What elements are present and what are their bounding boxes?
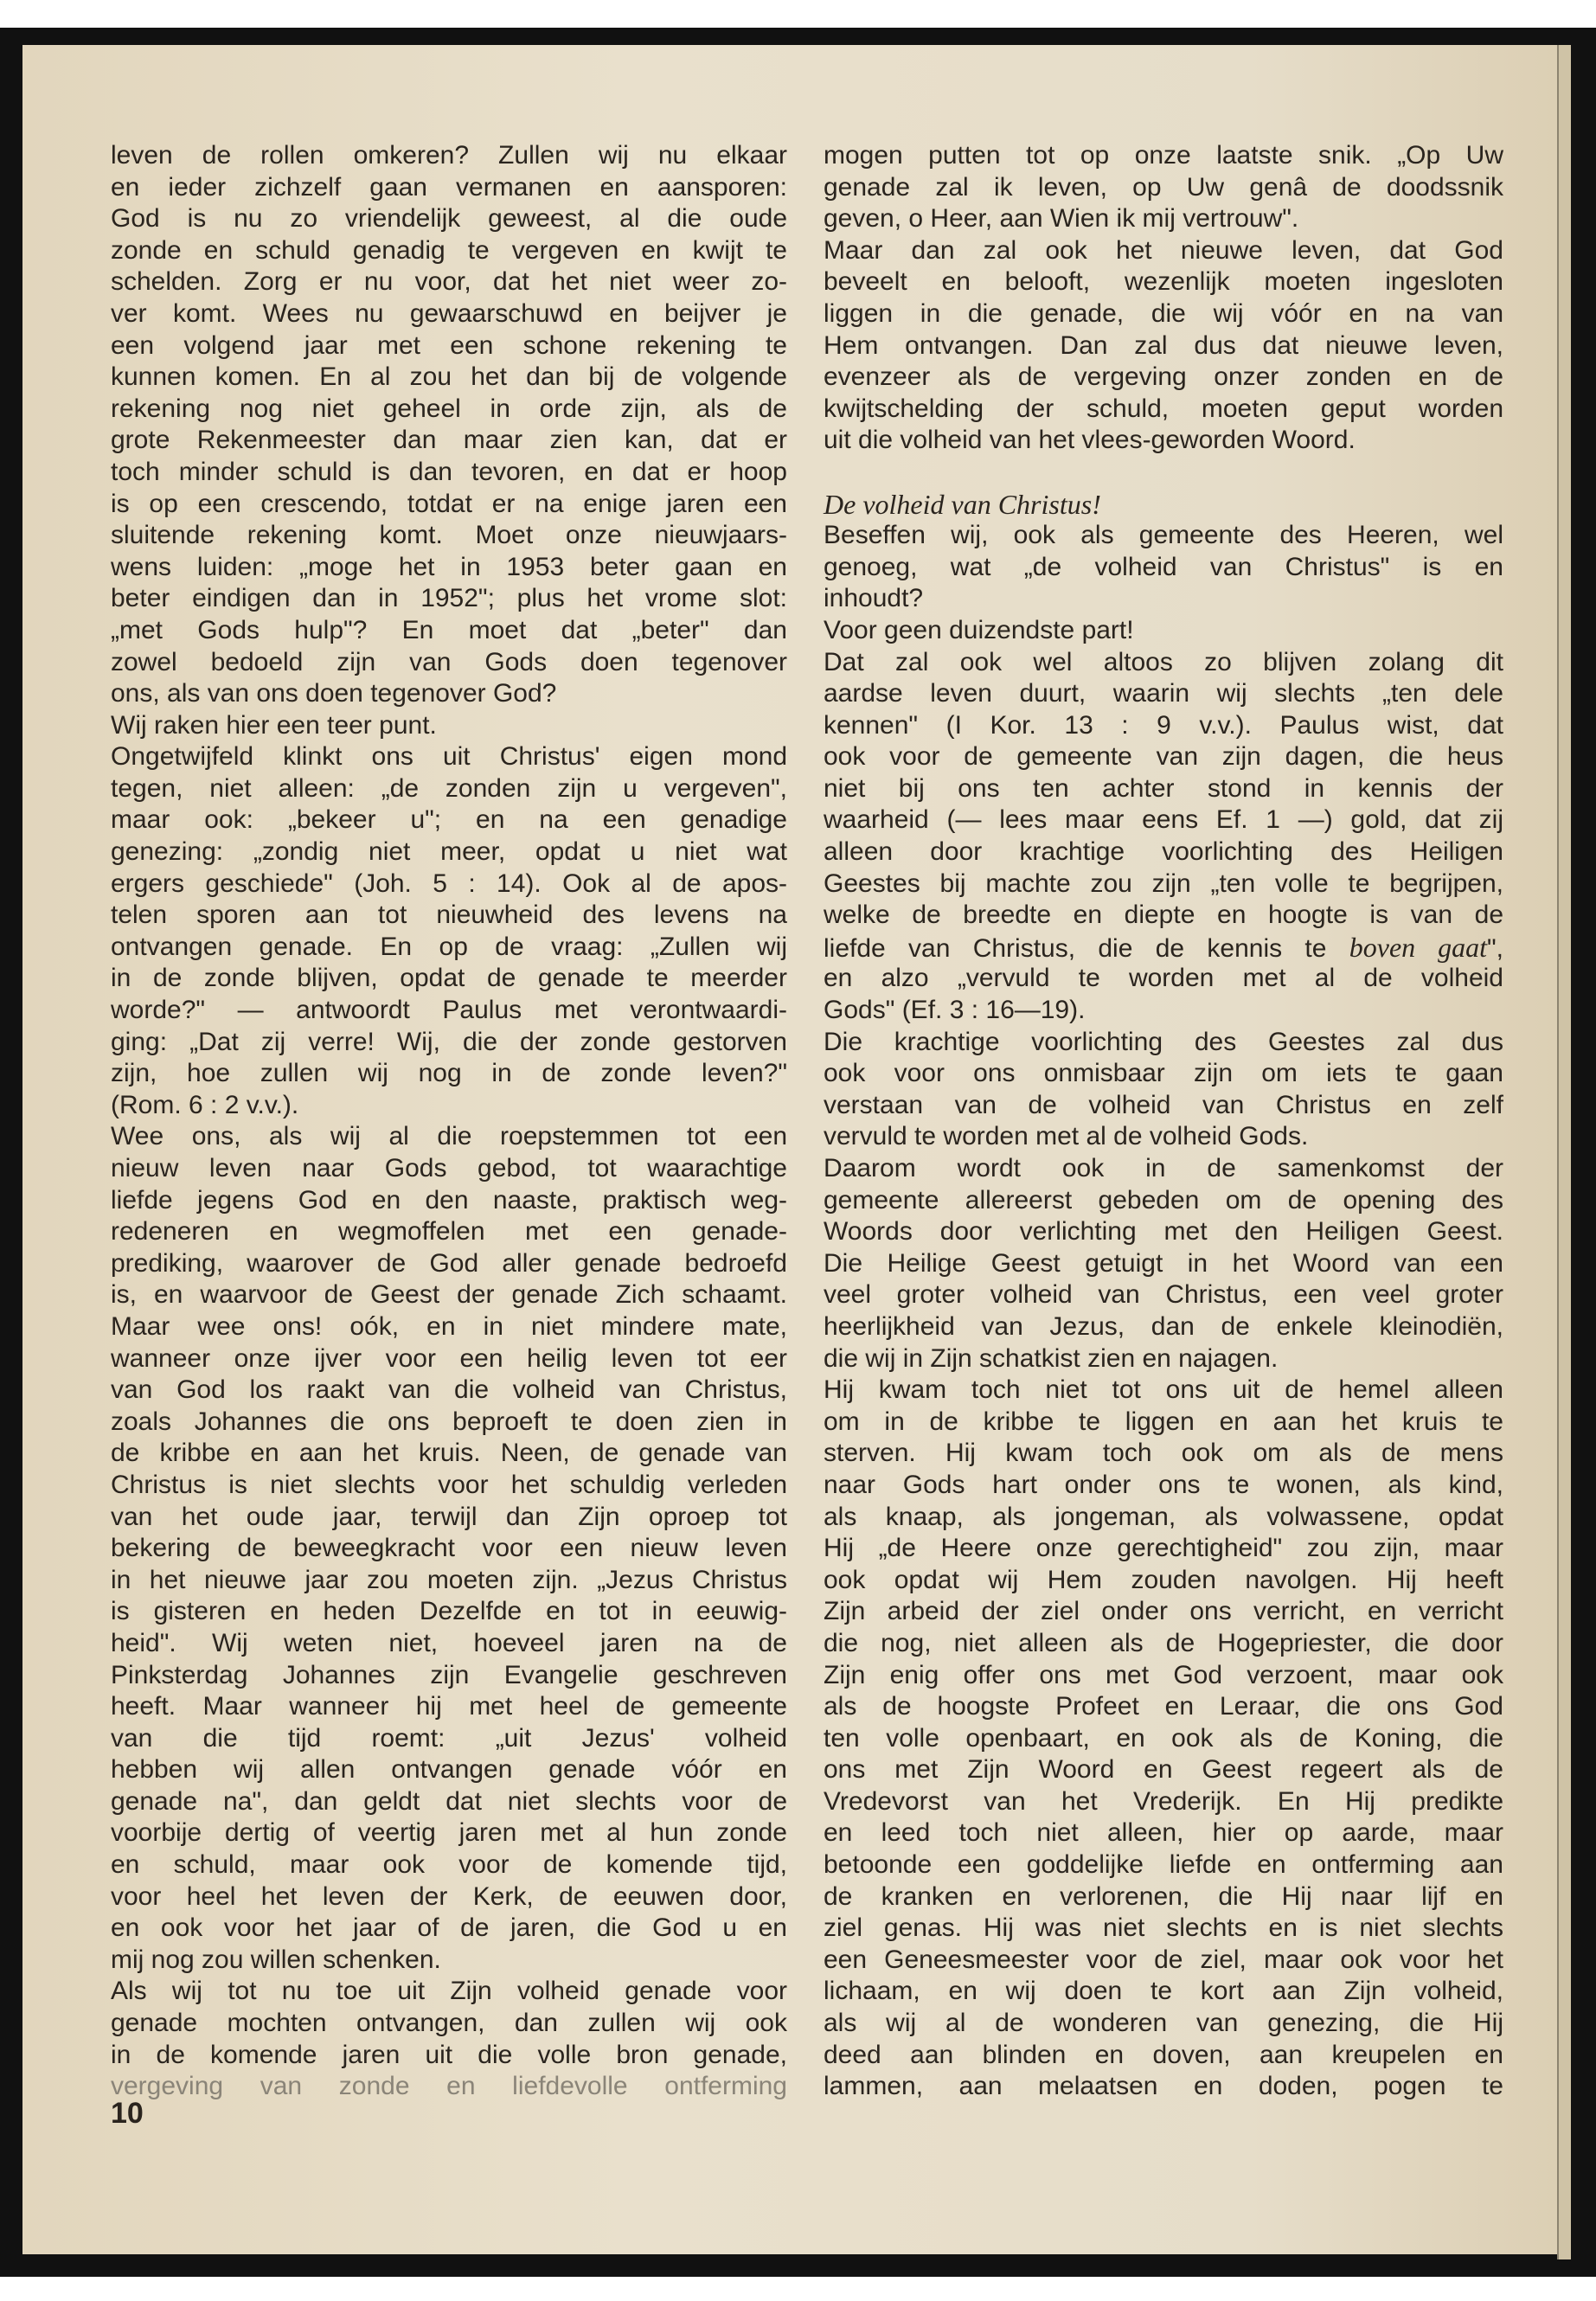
text-line: gemeente allereerst gebeden om de opening des — [824, 1185, 1503, 1215]
text-line: kunnen komen. En al zou het dan bij de volgende — [111, 362, 787, 392]
text-line: Gods" (Ef. 3 : 16—19). — [824, 996, 1086, 1025]
text-line: grote Rekenmeester dan maar zien kan, dat er — [111, 426, 787, 455]
text-line: en ook voor het jaar of de jaren, die God u en — [111, 1913, 787, 1943]
text-line: Hij kwam toch niet tot ons uit de hemel alleen — [824, 1375, 1503, 1405]
text-line: prediking, waarover de God aller genade bedroefd — [111, 1248, 787, 1278]
text-line: Die Heilige Geest getuigt in het Woord van een — [824, 1248, 1503, 1278]
text-line: heeft. Maar wanneer hij met heel de gemeente — [111, 1692, 787, 1721]
text-line: Wee ons, als wij al die roepstemmen tot een — [111, 1122, 787, 1151]
text-line: een Geneesmeester voor de ziel, maar ook voor het — [824, 1945, 1503, 1974]
text-line: en ieder zichzelf gaan vermanen en aansporen: — [111, 172, 787, 202]
text-line: die nog, niet alleen als de Hogepriester, die door — [824, 1628, 1503, 1657]
text-line: Zijn enig offer ons met God verzoent, maar ook — [824, 1660, 1503, 1689]
text-line: kennen" (I Kor. 13 : 9 v.v.). Paulus wist, dat — [824, 710, 1503, 740]
text-line: zoals Johannes die ons beproeft te doen zien in — [111, 1407, 787, 1436]
text-line: in de zonde blijven, opdat de genade te meerder — [111, 964, 787, 993]
text-line: van het oude jaar, terwijl dan Zijn oproep tot — [111, 1502, 787, 1531]
text-line: genade na", dan geldt dat niet slechts voor de — [111, 1786, 787, 1816]
text-line: ging: „Dat zij verre! Wij, die der zonde gestorven — [111, 1027, 787, 1056]
text-line: Hij „de Heere onze gerechtigheid" zou zijn, maar — [824, 1534, 1503, 1563]
text-line: ook voor ons onmisbaar zijn om iets te gaan — [824, 1059, 1503, 1088]
text-line: schelden. Zorg er nu voor, dat het niet weer zo- — [111, 267, 787, 297]
text-line: nieuw leven naar Gods gebod, tot waarachtige — [111, 1154, 787, 1183]
text-line: verstaan van de volheid van Christus en zelf — [824, 1090, 1503, 1119]
text-line: leven de rollen omkeren? Zullen wij nu elkaar — [111, 141, 787, 170]
text-line: genade mochten ontvangen, dan zullen wij ook — [111, 2009, 787, 2038]
text-line: en alzo „vervuld te worden met al de volheid — [824, 964, 1503, 993]
text-line: waarheid (— lees maar eens Ef. 1 —) gold, dat zij — [824, 805, 1503, 835]
text-line: ons met Zijn Woord en Geest regeert als de — [824, 1755, 1503, 1785]
text-line: veel groter volheid van Christus, een veel groter — [824, 1280, 1503, 1310]
text-line: mij nog zou willen schenken. — [111, 1945, 441, 1974]
text-line — [824, 932, 1503, 964]
text-line: (Rom. 6 : 2 v.v.). — [111, 1090, 299, 1119]
text-line: ziel genas. Hij was niet slechts en is niet slechts — [824, 1913, 1503, 1943]
text-line: Beseffen wij, ook als gemeente des Heeren, wel — [824, 521, 1503, 550]
text-line: zijn, hoe zullen wij nog in de zonde leven?" — [111, 1059, 787, 1088]
text-segment: liefde van Christus, die de kennis te — [824, 933, 1349, 963]
text-line: ook voor de gemeente van zijn dagen, die heus — [824, 742, 1503, 772]
page-number: 10 — [111, 2097, 144, 2130]
text-line: ontvangen genade. En op de vraag: „Zullen wij — [111, 932, 787, 961]
text-line: God is nu zo vriendelijk geweest, al die oude — [111, 204, 787, 234]
text-line: Pinksterdag Johannes zijn Evangelie geschreven — [111, 1660, 787, 1689]
section-heading: De volheid van Christus! — [824, 488, 1101, 520]
text-line: worde?" — antwoordt Paulus met verontwaardi- — [111, 996, 787, 1025]
text-line: ten volle openbaart, en ook als de Koning, die — [824, 1723, 1503, 1753]
text-line: redeneren en wegmoffelen met een genade- — [111, 1217, 787, 1247]
text-line: Maar wee ons! oók, en in niet mindere mate, — [111, 1311, 787, 1341]
text-line: voor heel het leven der Kerk, de eeuwen door, — [111, 1881, 787, 1911]
text-line: alleen door krachtige voorlichting des Heiligen — [824, 837, 1503, 867]
text-line: Christus is niet slechts voor het schuldig verleden — [111, 1470, 787, 1499]
text-line: als wij al de wonderen van genezing, die Hij — [824, 2009, 1503, 2038]
text-line: vervuld te worden met al de volheid Gods. — [824, 1122, 1309, 1151]
text-line: zonde en schuld genadig te vergeven en kwijt te — [111, 235, 787, 265]
text-line: liefde jegens God en den naaste, praktisch weg- — [111, 1185, 787, 1215]
text-line: Dat zal ook wel altoos zo blijven zolang dit — [824, 647, 1503, 676]
text-line: toch minder schuld is dan tevoren, en dat er hoop — [111, 457, 787, 486]
text-line: zowel bedoeld zijn van Gods doen tegenover — [111, 647, 787, 676]
text-line: wanneer onze ijver voor een heilig leven tot eer — [111, 1343, 787, 1373]
text-line: en schuld, maar ook voor de komende tijd, — [111, 1850, 787, 1880]
text-line: Daarom wordt ook in de samenkomst der — [824, 1154, 1503, 1183]
text-line: Die krachtige voorlichting des Geestes zal dus — [824, 1027, 1503, 1056]
text-line: heid". Wij weten niet, hoeveel jaren na de — [111, 1628, 787, 1657]
text-line: Maar dan zal ook het nieuwe leven, dat God — [824, 235, 1503, 265]
text-line: als de hoogste Profeet en Leraar, die ons God — [824, 1692, 1503, 1721]
text-line: genoeg, wat „de volheid van Christus" is en — [824, 552, 1503, 581]
text-line: om in de kribbe te liggen en aan het kruis te — [824, 1407, 1503, 1436]
text-line: een volgend jaar met een schone rekening te — [111, 330, 787, 360]
text-line: Ongetwijfeld klinkt ons uit Christus' eigen mond — [111, 742, 787, 772]
text-column-right — [824, 140, 1503, 2103]
text-line: voorbije dertig of veertig jaren met al hun zonde — [111, 1818, 787, 1848]
text-line: bekering de beweegkracht voor een nieuw leven — [111, 1534, 787, 1563]
text-line: genade zal ik leven, op Uw genâ de doodssnik — [824, 172, 1503, 202]
text-line: Geestes bij machte zou zijn „ten volle te begrijpen, — [824, 868, 1503, 898]
text-line: Hem ontvangen. Dan zal dus dat nieuwe leven, — [824, 330, 1503, 360]
text-segment: ", — [1487, 933, 1504, 963]
text-line: Wij raken hier een teer punt. — [111, 710, 437, 740]
text-line: sluitende rekening komt. Moet onze nieuwjaars- — [111, 521, 787, 550]
text-line: liggen in die genade, die wij vóór en na van — [824, 298, 1503, 328]
italic-phrase: boven gaat — [1349, 931, 1488, 963]
text-line: heerlijkheid van Jezus, dan de enkele kleinodiën, — [824, 1311, 1503, 1341]
text-line: als knaap, als jongeman, als volwassene, opdat — [824, 1502, 1503, 1531]
text-line: Zijn arbeid der ziel onder ons verricht, en verricht — [824, 1597, 1503, 1626]
text-line: rekening nog niet geheel in orde zijn, als de — [111, 394, 787, 423]
page-binding-edge — [1557, 45, 1571, 2259]
text-line: beter eindigen dan in 1952"; plus het vrome slot: — [111, 584, 787, 613]
text-line: lammen, aan melaatsen en doden, pogen te — [824, 2072, 1503, 2101]
text-line: aardse leven duurt, waarin wij slechts „ten dele — [824, 679, 1503, 708]
text-line: in de komende jaren uit die volle bron genade, — [111, 2040, 787, 2069]
text-line: ook opdat wij Hem zouden navolgen. Hij heeft — [824, 1565, 1503, 1594]
text-line: van die tijd roemt: „uit Jezus' volheid — [111, 1723, 787, 1753]
text-line: Als wij tot nu toe uit Zijn volheid genade voor — [111, 1977, 787, 2006]
text-line: evenzeer als de vergeving onzer zonden en de — [824, 362, 1503, 392]
text-line: is op een crescendo, totdat er na enige jaren een — [111, 489, 787, 518]
text-column-left — [111, 140, 787, 2103]
text-line: „met Gods hulp"? En moet dat „beter" dan — [111, 615, 787, 644]
text-line — [824, 457, 1503, 489]
text-line: vergeving van zonde en liefdevolle ontferming — [111, 2072, 787, 2101]
text-line: is gisteren en heden Dezelfde en tot in eeuwig- — [111, 1597, 787, 1626]
text-line: geven, o Heer, aan Wien ik mij vertrouw". — [824, 204, 1299, 234]
text-line: welke de breedte en diepte en hoogte is van de — [824, 901, 1503, 930]
text-line: wens luiden: „moge het in 1953 beter gaan en — [111, 552, 787, 581]
text-line: de kribbe en aan het kruis. Neen, de genade van — [111, 1439, 787, 1468]
text-line: mogen putten tot op onze laatste snik. „Op Uw — [824, 141, 1503, 170]
text-line: lichaam, en wij doen te kort aan Zijn volheid, — [824, 1977, 1503, 2006]
text-line: telen sporen aan tot nieuwheid des levens na — [111, 901, 787, 930]
text-line: Voor geen duizendste part! — [824, 615, 1134, 644]
text-line: beveelt en belooft, wezenlijk moeten ingesloten — [824, 267, 1503, 297]
text-line: kwijtschelding der schuld, moeten geput worden — [824, 394, 1503, 423]
text-line: uit die volheid van het vlees-geworden Woord. — [824, 426, 1356, 455]
text-line: betoonde een goddelijke liefde en ontferming aan — [824, 1850, 1503, 1880]
text-line: genezing: „zondig niet meer, opdat u niet wat — [111, 837, 787, 867]
text-line: Vredevorst van het Vrederijk. En Hij predikte — [824, 1786, 1503, 1816]
text-line: ergers geschiede" (Joh. 5 : 14). Ook al de apos- — [111, 868, 787, 898]
text-line: tegen, niet alleen: „de zonden zijn u vergeven", — [111, 773, 787, 803]
text-line: hebben wij allen ontvangen genade vóór en — [111, 1755, 787, 1785]
text-line: die wij in Zijn schatkist zien en najagen. — [824, 1343, 1279, 1373]
text-line: Woords door verlichting met den Heiligen Geest. — [824, 1217, 1503, 1247]
text-line: in het nieuwe jaar zou moeten zijn. „Jezus Christus — [111, 1565, 787, 1594]
text-line: ver komt. Wees nu gewaarschuwd en beijver je — [111, 298, 787, 328]
text-line: ons, als van ons doen tegenover God? — [111, 679, 557, 708]
text-line: de kranken en verlorenen, die Hij naar lijf en — [824, 1881, 1503, 1911]
text-line: maar ook: „bekeer u"; en na een genadige — [111, 805, 787, 835]
text-line: naar Gods hart onder ons te wonen, als kind, — [824, 1470, 1503, 1499]
text-line: deed aan blinden en doven, aan kreupelen en — [824, 2040, 1503, 2069]
text-line: sterven. Hij kwam toch ook om als de mens — [824, 1439, 1503, 1468]
text-line: van God los raakt van die volheid van Christus, — [111, 1375, 787, 1405]
text-line: is, en waarvoor de Geest der genade Zich schaamt. — [111, 1280, 787, 1310]
text-line: niet bij ons ten achter stond in kennis der — [824, 773, 1503, 803]
text-line: inhoudt? — [824, 584, 924, 613]
text-line: en leed toch niet alleen, hier op aarde, maar — [824, 1818, 1503, 1848]
